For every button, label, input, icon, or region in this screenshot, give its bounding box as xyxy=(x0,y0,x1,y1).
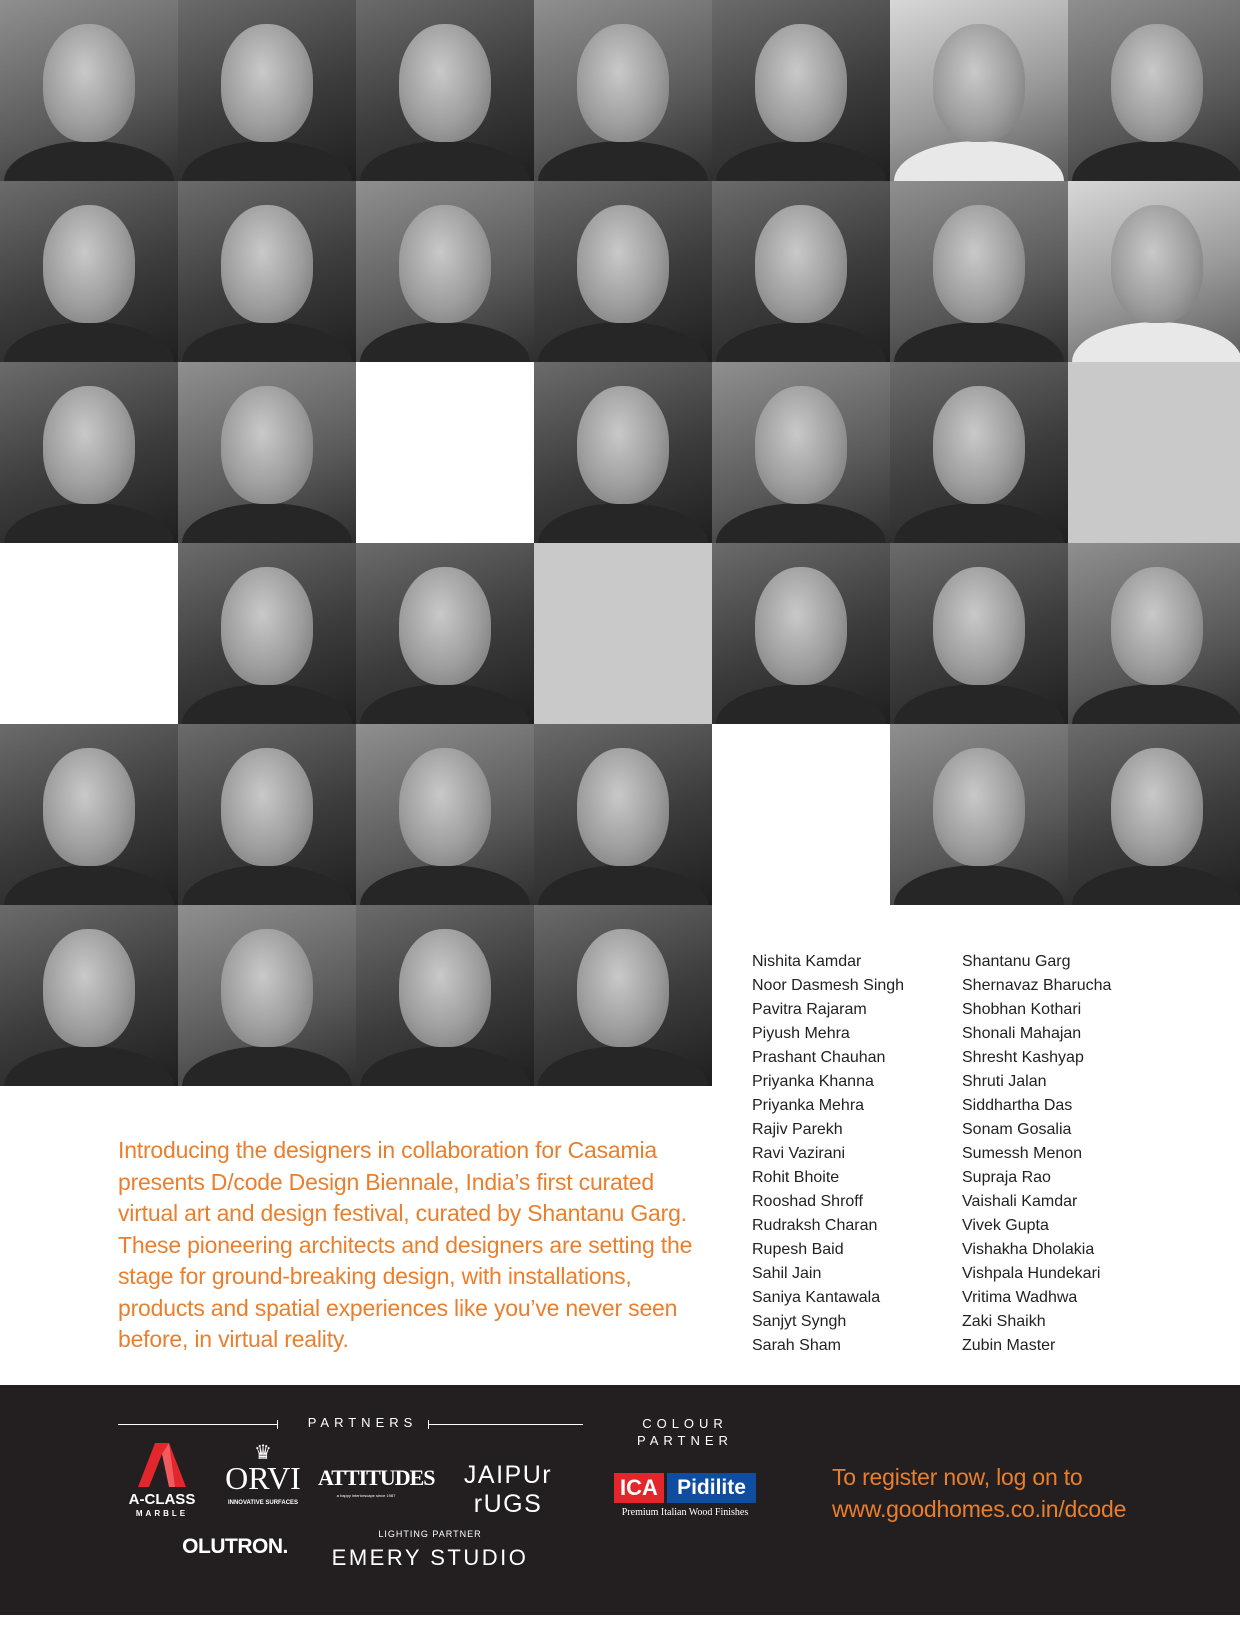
blank-tile xyxy=(712,724,890,905)
designer-name: Shruti Jalan xyxy=(962,1073,1047,1090)
designer-name: Rohit Bhoite xyxy=(752,1169,840,1186)
aclass-name: A-CLASS xyxy=(128,1491,196,1508)
portrait-face xyxy=(933,386,1025,504)
ica-badge: ICA xyxy=(614,1473,664,1503)
portrait-shoulders xyxy=(360,141,530,181)
portrait-shoulders xyxy=(1072,684,1240,724)
designer-portrait xyxy=(0,362,178,543)
designer-portrait xyxy=(534,0,712,181)
portrait-face xyxy=(755,205,847,323)
partners-footer xyxy=(0,1385,1240,1615)
portrait-face xyxy=(577,205,669,323)
portrait-face xyxy=(755,24,847,142)
portrait-face xyxy=(399,748,491,866)
lutron-logo: OLUTRON. xyxy=(182,1535,288,1558)
portrait-face xyxy=(577,929,669,1047)
portrait-shoulders xyxy=(182,503,352,543)
portrait-face xyxy=(43,386,135,504)
pidilite-badge: Pidilite xyxy=(667,1473,756,1503)
portrait-face xyxy=(399,24,491,142)
portrait-shoulders xyxy=(1072,322,1240,362)
designer-portrait xyxy=(890,543,1068,724)
ica-pidilite-logo xyxy=(614,1473,756,1531)
portrait-shoulders xyxy=(4,141,174,181)
partners-rule-left xyxy=(118,1424,278,1425)
designer-portrait xyxy=(356,724,534,905)
portrait-shoulders xyxy=(360,865,530,905)
portrait-shoulders xyxy=(538,1046,708,1086)
portrait-shoulders xyxy=(894,684,1064,724)
emery-studio-logo: EMERY STUDIO xyxy=(331,1545,529,1570)
designer-portrait xyxy=(356,543,534,724)
attitudes-sub: a happy interiorscape since 1987 xyxy=(336,1493,396,1498)
designer-name: Rooshad Shroff xyxy=(752,1193,863,1210)
grey-tile xyxy=(534,543,712,724)
orvi-logo xyxy=(218,1440,308,1525)
portrait-shoulders xyxy=(894,141,1064,181)
aclass-sub: MARBLE xyxy=(135,1509,189,1518)
portrait-face xyxy=(43,205,135,323)
attitudes-name: ATTITUDES xyxy=(318,1465,435,1490)
designer-name: Nishita Kamdar xyxy=(752,953,862,970)
designer-name: Siddhartha Das xyxy=(962,1097,1073,1114)
aclass-marble-logo xyxy=(112,1443,212,1523)
portrait-face xyxy=(933,567,1025,685)
designer-name: Pavitra Rajaram xyxy=(752,1001,867,1018)
designer-name: Rajiv Parekh xyxy=(752,1121,843,1138)
portrait-shoulders xyxy=(182,1046,352,1086)
designer-portrait xyxy=(890,362,1068,543)
portrait-shoulders xyxy=(182,684,352,724)
portrait-shoulders xyxy=(538,141,708,181)
attitudes-logo xyxy=(318,1465,435,1505)
designer-name: Zaki Shaikh xyxy=(962,1313,1046,1330)
designer-names-right xyxy=(962,950,1111,1358)
designer-portrait xyxy=(178,362,356,543)
portrait-face xyxy=(221,205,313,323)
designer-name: Vishpala Hundekari xyxy=(962,1265,1101,1282)
portrait-face xyxy=(1111,24,1203,142)
designer-portrait xyxy=(534,724,712,905)
portrait-shoulders xyxy=(4,503,174,543)
designer-name: Shobhan Kothari xyxy=(962,1001,1082,1018)
designer-portrait xyxy=(0,0,178,181)
portrait-shoulders xyxy=(360,1046,530,1086)
lighting-partner-label: LIGHTING PARTNER xyxy=(378,1529,482,1539)
designer-portrait xyxy=(178,905,356,1086)
blank-tile xyxy=(0,543,178,724)
designer-portrait xyxy=(356,0,534,181)
designer-name: Shresht Kashyap xyxy=(962,1049,1084,1066)
designer-name: Sumessh Menon xyxy=(962,1145,1083,1162)
designer-name: Rupesh Baid xyxy=(752,1241,844,1258)
designer-portrait xyxy=(178,543,356,724)
designer-names-left xyxy=(752,950,904,1358)
partners-rule-left-tick xyxy=(277,1420,278,1429)
designer-portrait xyxy=(534,181,712,362)
jaipur-rugs-logo: JAIPUr rUGS xyxy=(463,1461,553,1518)
designer-name: Sahil Jain xyxy=(752,1265,822,1282)
portrait-shoulders xyxy=(1072,865,1240,905)
portrait-face xyxy=(399,929,491,1047)
orvi-sub: INNOVATIVE SURFACES xyxy=(227,1500,299,1506)
designer-portrait xyxy=(1068,181,1240,362)
designer-name: Shernavaz Bharucha xyxy=(962,977,1112,994)
designer-portrait xyxy=(356,181,534,362)
portrait-face xyxy=(933,205,1025,323)
designer-portrait xyxy=(0,181,178,362)
designer-portrait xyxy=(890,181,1068,362)
colour-partner-heading: COLOUR PARTNER xyxy=(637,1416,733,1448)
portrait-face xyxy=(221,748,313,866)
orvi-crown-icon: ♛ xyxy=(254,1442,272,1464)
designer-portrait xyxy=(356,905,534,1086)
designer-portrait xyxy=(890,724,1068,905)
orvi-name: ORVI xyxy=(225,1460,301,1496)
designer-portrait xyxy=(1068,0,1240,181)
designer-portrait xyxy=(0,724,178,905)
portrait-shoulders xyxy=(4,865,174,905)
portrait-face xyxy=(221,929,313,1047)
designer-name: Vishakha Dholakia xyxy=(962,1241,1095,1258)
portrait-face xyxy=(221,567,313,685)
portrait-face xyxy=(755,386,847,504)
designer-portrait xyxy=(712,362,890,543)
partners-heading: PARTNERS xyxy=(307,1415,418,1430)
portrait-face xyxy=(221,386,313,504)
designer-name: Sarah Sham xyxy=(752,1337,841,1354)
designer-name: Prashant Chauhan xyxy=(752,1049,886,1066)
portrait-shoulders xyxy=(4,1046,174,1086)
designer-portrait xyxy=(534,905,712,1086)
portrait-face xyxy=(577,24,669,142)
designer-portrait xyxy=(712,181,890,362)
designer-name: Vaishali Kamdar xyxy=(962,1193,1078,1210)
designer-portrait xyxy=(1068,543,1240,724)
intro-text: Introducing the designers in collaboration for Casamia presents D/code Design Biennale, India’s first curated virtual art and design festival, curated by Shantanu Garg. These pioneering architects and designers are setting the stage for ground-breaking design, with installations, products and spatial experiences like you’ve never seen before, in virtual reality. xyxy=(118,1137,693,1352)
designer-portrait xyxy=(178,181,356,362)
register-text: To register now, log on to www.goodhomes.co.in/dcode xyxy=(832,1464,1127,1522)
blank-tile xyxy=(356,362,534,543)
portrait-face xyxy=(399,567,491,685)
designer-portrait xyxy=(712,0,890,181)
portrait-face xyxy=(43,748,135,866)
portrait-shoulders xyxy=(538,503,708,543)
portrait-face xyxy=(1111,748,1203,866)
designer-name: Piyush Mehra xyxy=(752,1025,850,1042)
designer-name: Supraja Rao xyxy=(962,1169,1051,1186)
portrait-shoulders xyxy=(894,865,1064,905)
designer-name: Sanjyt Syngh xyxy=(752,1313,847,1330)
designer-portrait xyxy=(712,543,890,724)
designer-name: Vivek Gupta xyxy=(962,1217,1049,1234)
designer-portrait xyxy=(534,362,712,543)
designer-name: Ravi Vazirani xyxy=(752,1145,846,1162)
designer-portrait xyxy=(178,724,356,905)
portrait-face xyxy=(577,748,669,866)
portrait-shoulders xyxy=(716,322,886,362)
designer-name: Noor Dasmesh Singh xyxy=(752,977,905,994)
designer-portrait xyxy=(0,905,178,1086)
portrait-shoulders xyxy=(716,141,886,181)
designer-name: Rudraksh Charan xyxy=(752,1217,878,1234)
portrait-face xyxy=(933,748,1025,866)
portrait-face xyxy=(399,205,491,323)
portrait-shoulders xyxy=(1072,141,1240,181)
portrait-shoulders xyxy=(894,322,1064,362)
designer-portrait xyxy=(178,0,356,181)
portrait-face xyxy=(43,929,135,1047)
portrait-shoulders xyxy=(538,322,708,362)
portrait-face xyxy=(933,24,1025,142)
portrait-shoulders xyxy=(4,322,174,362)
portrait-shoulders xyxy=(360,684,530,724)
portrait-face xyxy=(1111,567,1203,685)
designer-name: Priyanka Khanna xyxy=(752,1073,874,1090)
partners-rule-right xyxy=(428,1424,583,1425)
designer-name: Priyanka Mehra xyxy=(752,1097,865,1114)
designer-name: Zubin Master xyxy=(962,1337,1056,1354)
designer-portrait xyxy=(890,0,1068,181)
grey-tile xyxy=(1068,362,1240,543)
designer-name: Shantanu Garg xyxy=(962,953,1071,970)
designer-name: Sonam Gosalia xyxy=(962,1121,1072,1138)
designer-name: Saniya Kantawala xyxy=(752,1289,881,1306)
portrait-shoulders xyxy=(182,865,352,905)
portrait-face xyxy=(221,24,313,142)
designer-name: Shonali Mahajan xyxy=(962,1025,1082,1042)
portrait-shoulders xyxy=(182,141,352,181)
ica-tagline: Premium Italian Wood Finishes xyxy=(621,1507,749,1518)
portrait-face xyxy=(755,567,847,685)
portrait-face xyxy=(577,386,669,504)
designer-name: Vritima Wadhwa xyxy=(962,1289,1078,1306)
portrait-shoulders xyxy=(716,684,886,724)
portrait-shoulders xyxy=(360,322,530,362)
portrait-shoulders xyxy=(894,503,1064,543)
designer-portrait xyxy=(1068,724,1240,905)
aclass-a-mark-icon xyxy=(138,1443,186,1487)
portrait-face xyxy=(43,24,135,142)
portrait-shoulders xyxy=(182,322,352,362)
portrait-shoulders xyxy=(538,865,708,905)
portrait-shoulders xyxy=(716,503,886,543)
portrait-face xyxy=(1111,205,1203,323)
